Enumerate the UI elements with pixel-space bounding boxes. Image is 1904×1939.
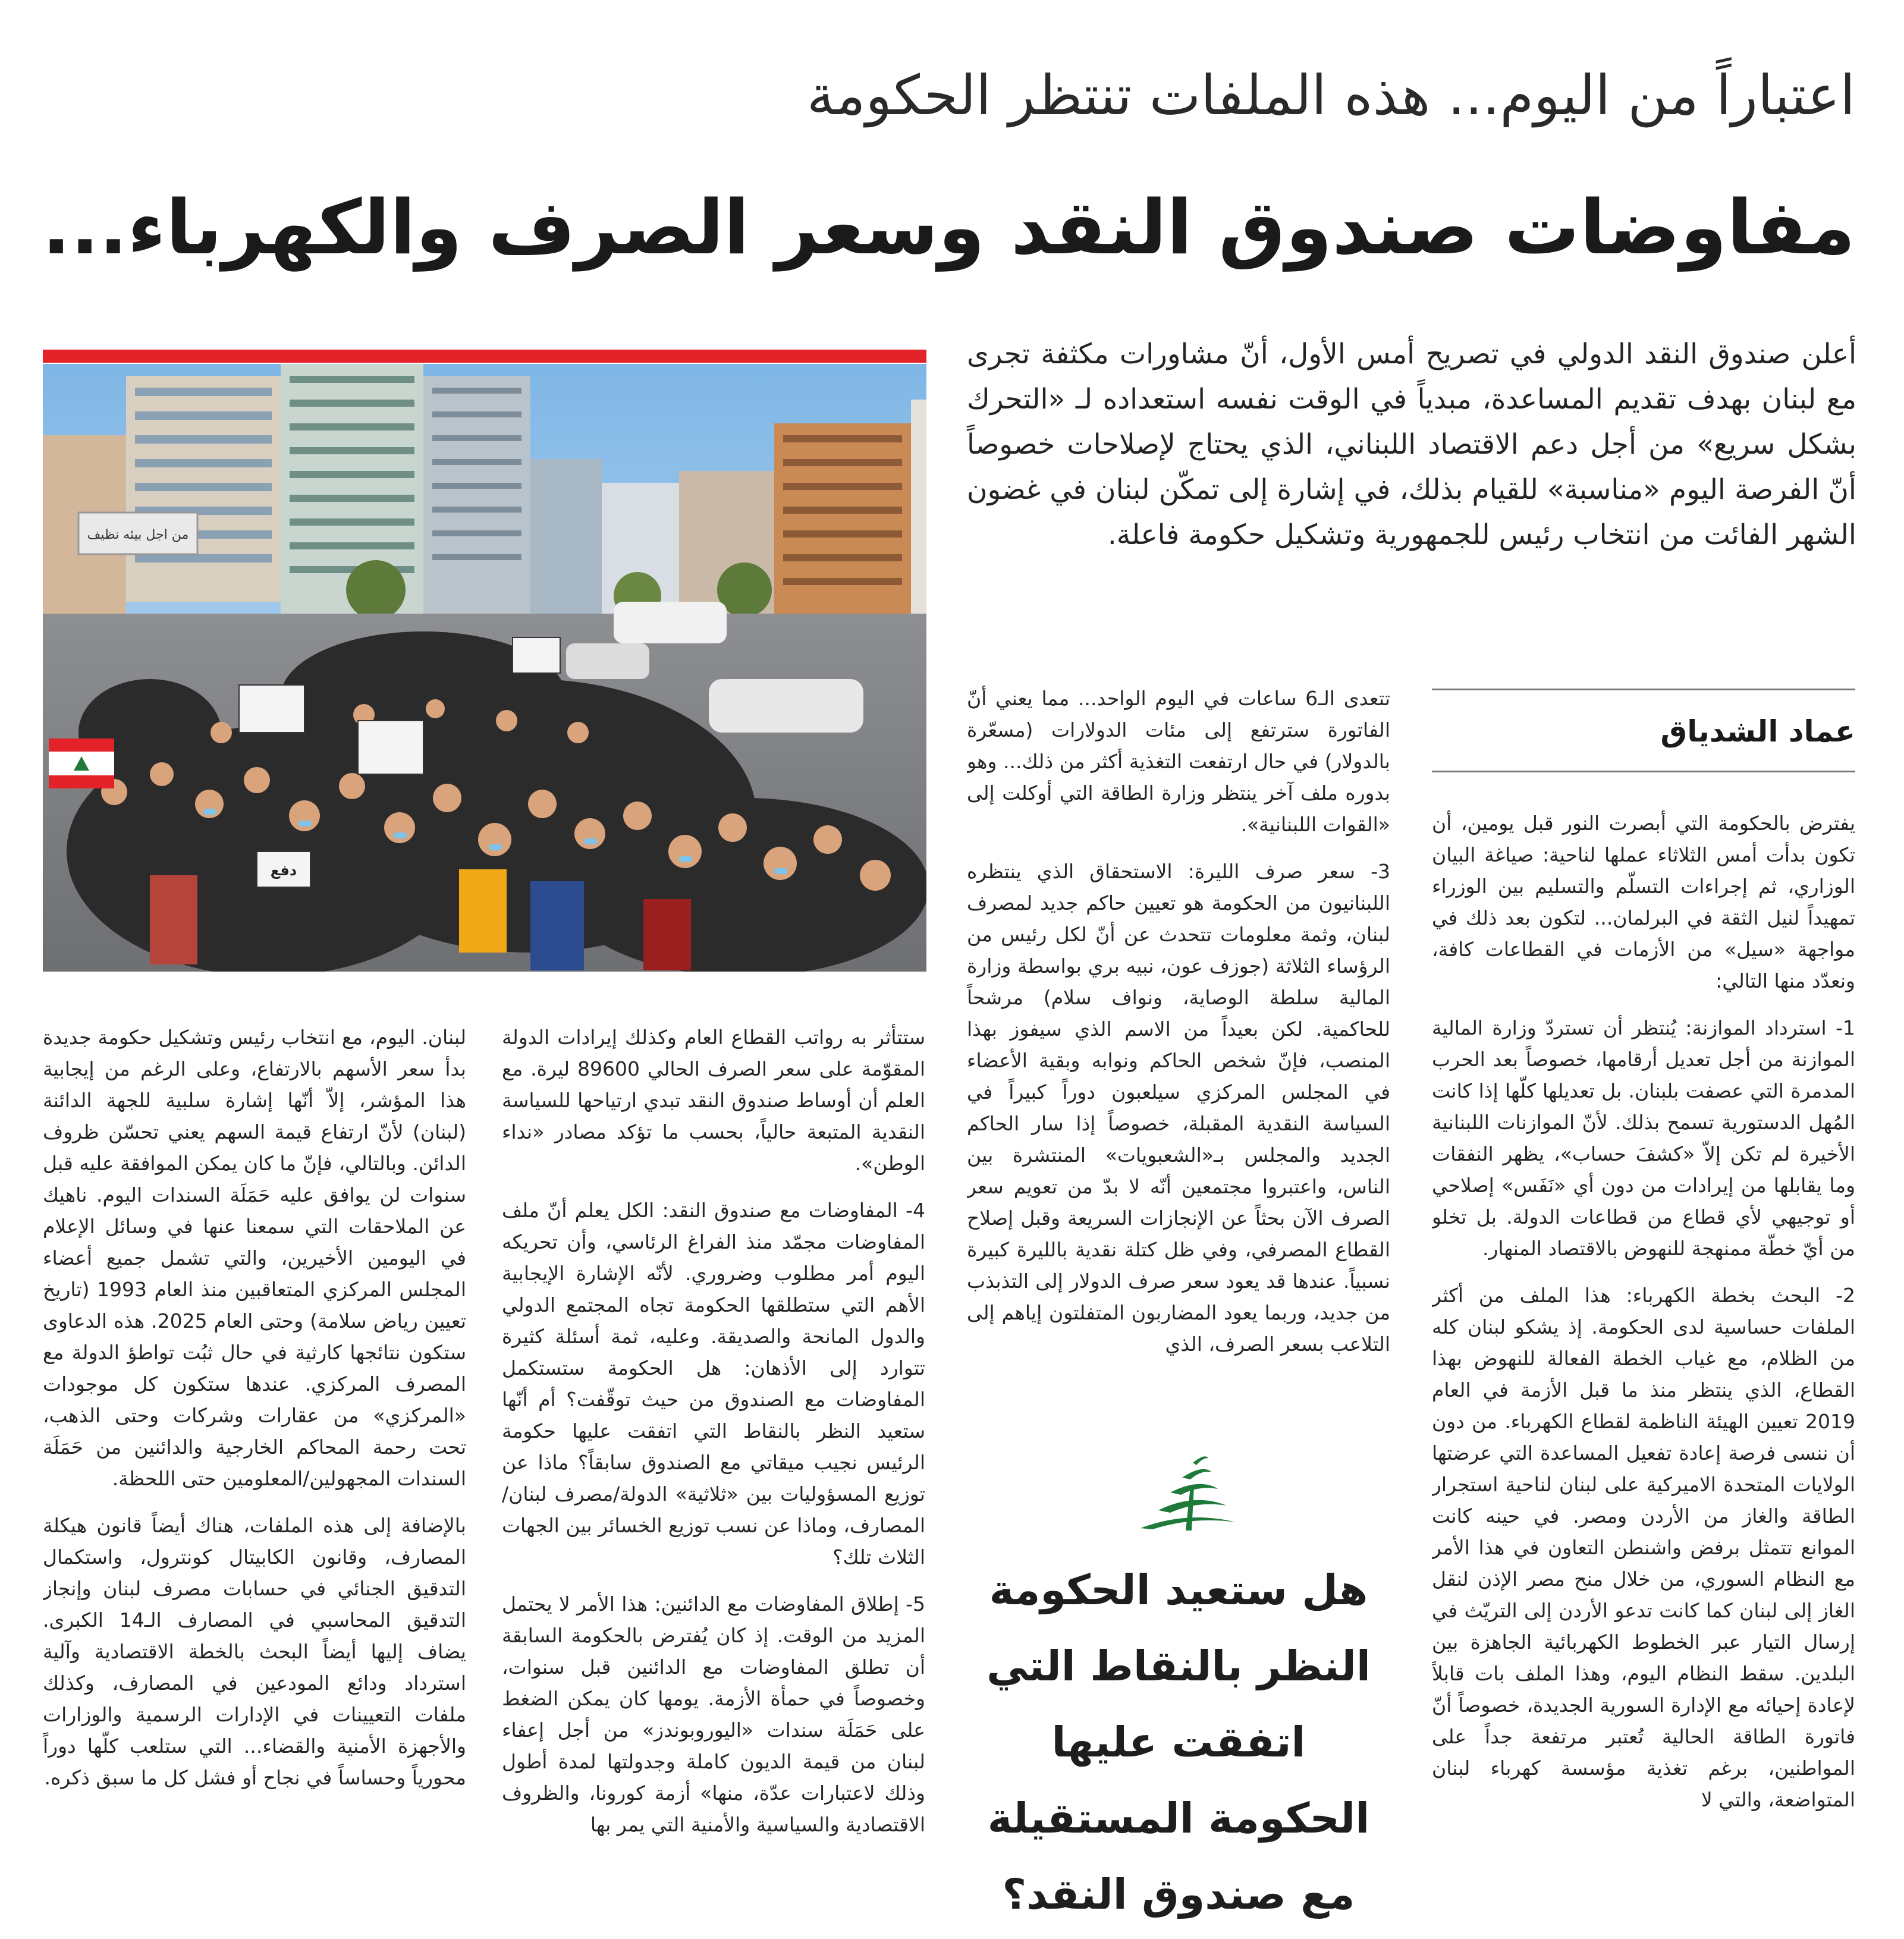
lebanese-flag xyxy=(49,738,114,788)
paragraph: 2- البحث بخطة الكهرباء: هذا الملف من أكثر الملفات حساسية لدى الحكومة. إذ يشكو لبنان كله من الظلام، مع غياب الخطة الفعالة للنهوض بهذا القطاع، الذي ينتظر منذ ما قبل الأزمة في العام 2019 تعيين الهيئة الناظمة لقطاع الكهرباء. من دون أن ننسى فرصة إعادة تفعيل المساعدة التي عرضتها الولايات المتحدة الاميركية على لبنان لناحية استجرار الطاقة والغاز من الأردن ومصر. في حينه كانت الموانع تتمثل برفض واشنطن التعاون في هذا الأمر مع النظام السوري، من خلال منح مصر الإذن لنقل الغاز إلى لبنان كما كانت تدعو الأردن إلى التريّث في إرسال التيار عبر الخطوط الكهربائية الجاهزة بين البلدين. سقط النظام اليوم، وهذا الملف بات قابلاً لإعادة إحيائه مع الإدارة السورية الجديدة، خصوصاً أنّ فاتورة الطاقة الحالية تُعتبر مرتفعة جداً على المواطنين، برغم تغذية مؤسسة كهرباء لبنان المتواضعة، والتي لا xyxy=(1432,1284,1855,1811)
paragraph: ستتأثر به رواتب القطاع العام وكذلك إيرادات الدولة المقوّمة على سعر الصرف الحالي 89600 ليرة. مع العلم أن أوساط صندوق النقد تبدي ارتياحها للسياسة النقدية المتبعة حالياً، بحسب ما تؤكد مصادر «نداء الوطن». xyxy=(502,1026,925,1175)
kicker-headline: اعتباراً من اليوم... هذه الملفات تنتظر الحكومة xyxy=(806,64,1855,127)
paragraph: 4- المفاوضات مع صندوق النقد: الكل يعلم أنّ ملف المفاوضات مجمّد منذ الفراغ الرئاسي، وأن تحريكه اليوم أمر مطلوب وضروري. لأنّه الإشارة الإيجابية الأهم التي ستطلقها الحكومة تجاه المجتمع الدولي والدول المانحة والصديقة. وعليه، ثمة أسئلة كثيرة تتوارد إلى الأذهان: هل الحكومة ستستكمل المفاوضات مع الصندوق من حيث توقّفت؟ أم أنّها ستعيد النظر بالنقاط التي اتفقت عليها حكومة الرئيس نجيب ميقاتي مع الصندوق سابقاً؟ ماذا عن توزيع المسؤوليات بين «ثلاثية» الدولة/مصرف لبنان/المصارف، وماذا عن نسب توزيع الخسائر بين الجهات الثلاث تلك؟ xyxy=(502,1199,925,1569)
photo-accent-bar xyxy=(43,350,926,363)
article-column-3 xyxy=(502,1022,925,1931)
lebanese-cedar-icon xyxy=(1129,1451,1245,1534)
byline-rule-bottom xyxy=(1432,771,1855,772)
pull-quote: هل ستعيد الحكومة النظر بالنقاط التي اتفقت عليها الحكومة المستقيلة مع صندوق النقد؟ xyxy=(986,1566,1371,1919)
article-column-2 xyxy=(967,683,1390,1396)
article-column-4 xyxy=(43,1022,466,1931)
paragraph: 3- سعر صرف الليرة: الاستحقاق الذي ينتظره اللبنانيون من الحكومة هو تعيين حاكم جديد لمصرف لبنان، وثمة معلومات تتحدث عن أنّ لكل رئيس من الرؤساء الثلاثة (جوزف عون، نبيه بري بواسطة وزارة المالية سلطة الوصاية، ونواف سلام) مرشحاً للحاكمية. لكن بعيداً من الاسم الذي سيفوز بهذا المنصب، فإنّ شخص الحاكم ونوابه وبقية الأعضاء في المجلس المركزي سيلعبون دوراً كبيراً في السياسة النقدية المقبلة، خصوصاً إذا سار الحاكم الجديد والمجلس بـ«الشعبويات» المنتشرة بين الناس، واعتبروا مجتمعين أنّه لا بدّ من تعويم سعر الصرف الآن بحثاً عن الإنجازات السريعة وقبل إصلاح القطاع المصرفي، وفي ظل كتلة نقدية بالليرة كبيرة نسبياً. عندها قد يعود سعر صرف الدولار إلى التذبذب من جديد، وربما يعود المضاربون المتفلتون إياهم إلى التلاعب بسعر الصرف، الذي xyxy=(967,860,1390,1356)
paragraph: لبنان. اليوم، مع انتخاب رئيس وتشكيل حكومة جديدة بدأ سعر الأسهم بالارتفاع، وعلى الرغم من إيجابية هذا المؤشر، إلاّ أنّها إشارة سلبية للجهة الدائنة (لبنان) لأنّ ارتفاع قيمة السهم يعني تحسّن ظروف الدائن. وبالتالي، فإنّ ما كان يمكن الموافقة عليه قبل سنوات لن يوافق عليه حَمَلَة السندات اليوم. ناهيك عن الملاحقات التي سمعنا عنها في وسائل الإعلام في اليومين الأخيرين، والتي تشمل جميع أعضاء المجلس المركزي المتعاقبين منذ العام 1993 (تاريخ تعيين رياض سلامة) وحتى العام 2025. هذه الدعاوى ستكون نتائجها كارثية في حال ثبُت تواطؤ الدولة مع المصرف المركزي. عندها ستكون كل موجودات «المركزي» من عقارات وشركات وحتى الذهب، تحت رحمة المحاكم الخارجية والدائنين من حَمَلَة السندات المجهولين/المعلومين حتى اللحظة. xyxy=(43,1026,466,1490)
protest-sign-text: دفع xyxy=(270,862,297,879)
paragraph: 1- استرداد الموازنة: يُنتظر أن تستردّ وزارة المالية الموازنة من أجل تعديل أرقامها، خصوصاً بعد الحرب المدمرة التي عصفت بلبنان. بل تعديلها كلّها إذا كانت المُهل الدستورية تسمح بذلك. لأنّ الموازنات اللبنانية الأخيرة لم تكن إلاّ «كشفَ حساب»، يظهر النفقات وما يقابلها من إيرادات من دون أي «نَفَس» إصلاحي أو توجيهي لأي قطاع من قطاعات الدولة. بل تخلو من أيّ خطّة ممنهجة للنهوض بالاقتصاد المنهار. xyxy=(1432,1016,1855,1260)
article-column-1 xyxy=(1432,807,1855,1925)
billboard-text: من اجل بيئه نظيف xyxy=(87,527,189,542)
lead-paragraph: أعلن صندوق النقد الدولي في تصريح أمس الأول، أنّ مشاورات مكثفة تجرى مع لبنان بهدف تقديم المساعدة، مبدياً في الوقت نفسه استعداده لـ «التحرك بشكل سريع» من أجل دعم الاقتصاد اللبناني، الذي يحتاج لإصلاحات خصوصاً أنّ الفرصة اليوم «مناسبة» للقيام بذلك، في إشارة إلى تمكّن لبنان في غضون الشهر الفائت من انتخاب رئيس للجمهورية وتشكيل حكومة فاعلة. xyxy=(967,338,1856,551)
main-headline: مفاوضات صندوق النقد وسعر الصرف والكهرباء... xyxy=(42,184,1855,271)
paragraph: 5- إطلاق المفاوضات مع الدائنين: هذا الأمر لا يحتمل المزيد من الوقت. إذ كان يُفترض بالحكومة السابقة أن تطلق المفاوضات مع الدائنين قبل سنوات، وخصوصاً في حمأة الأزمة. يومها كان يمكن الضغط على حَمَلَة سندات «اليوروبوندز» من أجل إعفاء لبنان من قيمة الديون كاملة وجدولتها لمدة أطول وذلك لاعتبارات عدّة، منها» أزمة كورونا، والظروف الاقتصادية والسياسية والأمنية التي يمر بها xyxy=(502,1592,925,1836)
protest-photo xyxy=(43,364,926,972)
author-byline: عماد الشدياق xyxy=(1660,714,1855,749)
byline-rule-top xyxy=(1432,689,1855,690)
paragraph: يفترض بالحكومة التي أبصرت النور قبل يومين، أن تكون بدأت أمس الثلاثاء عملها لناحية: صياغة البيان الوزاري، ثم إجراءات التسلّم والتسليم بين الوزراء تمهيداً لنيل الثقة في البرلمان... لتكون بعد ذلك في مواجهة «سيل» من الأزمات في القطاعات كافة، ونعدّد منها التالي: xyxy=(1432,812,1855,992)
paragraph: بالإضافة إلى هذه الملفات، هناك أيضاً قانون هيكلة المصارف، وقانون الكابيتال كونترول، واستكمال التدقيق الجنائي في حسابات مصرف لبنان وإنجاز التدقيق المحاسبي في المصارف الـ14 الكبرى. يضاف إليها أيضاً البحث بالخطة الاقتصادية وآلية استرداد ودائع المودعين في المصارف، وكذلك ملفات التعيينات في الإدارات الرسمية والوزارات والأجهزة الأمنية والقضاء... التي ستلعب كلّها دوراً محورياً وحساساً في نجاح أو فشل كل ما سبق ذكره. xyxy=(43,1514,466,1789)
paragraph: تتعدى الـ6 ساعات في اليوم الواحد... مما يعني أنّ الفاتورة سترتفع إلى مئات الدولارات (مسعّرة بالدولار) في حال ارتفعت التغذية أكثر من ذلك... وهو بدوره ملف آخر ينتظر وزارة الطاقة التي أوكلت إلى «القوات اللبنانية». xyxy=(967,687,1390,836)
